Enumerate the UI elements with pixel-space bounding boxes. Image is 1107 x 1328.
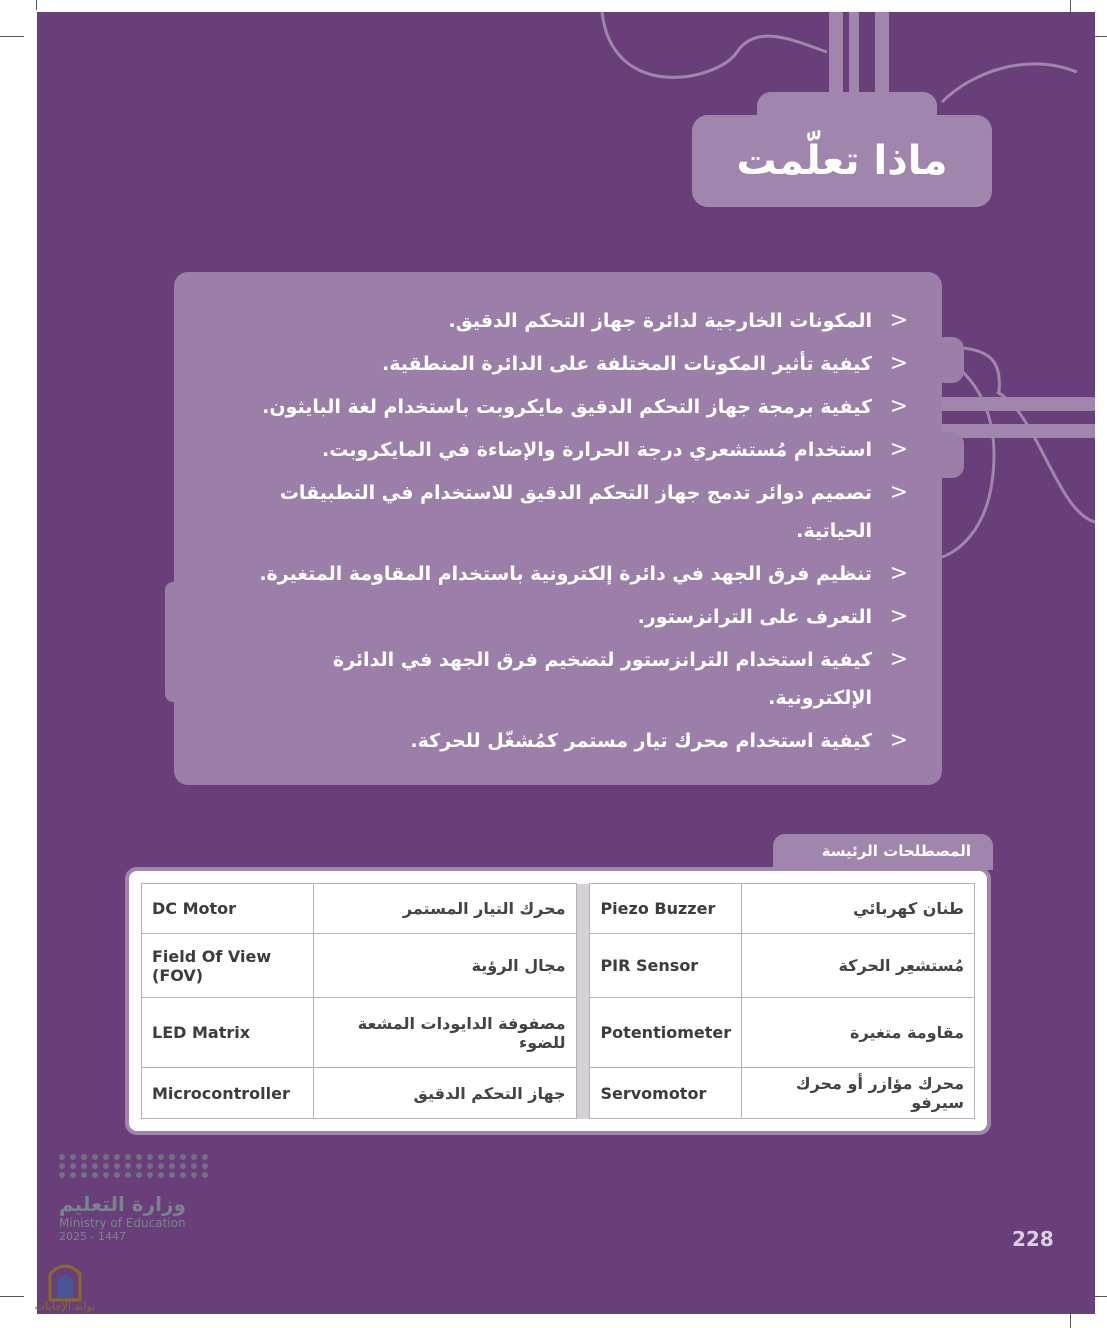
objective-item: < كيفية استخدام الترانزستور لتضخيم فرق الجهد في الدائرة الإلكترونية. <box>248 641 908 717</box>
chevron-icon: < <box>889 437 908 462</box>
crop-mark <box>36 0 37 10</box>
table-row <box>142 934 975 998</box>
book-page <box>37 12 1095 1314</box>
term-en: Microcontroller <box>142 1068 314 1119</box>
term-en: Piezo Buzzer <box>590 884 742 934</box>
chevron-icon: < <box>889 647 908 672</box>
key-terms-heading: المصطلحات الرئيسة <box>773 834 993 870</box>
column-divider <box>576 884 590 934</box>
term-en: PIR Sensor <box>590 934 742 998</box>
table-row <box>142 884 975 934</box>
term-en: LED Matrix <box>142 998 314 1068</box>
crop-mark <box>0 1296 24 1297</box>
table-row <box>142 998 975 1068</box>
column-divider <box>576 934 590 998</box>
objective-item: < استخدام مُستشعري درجة الحرارة والإضاءة في المايكروبت. <box>248 431 908 469</box>
chevron-icon: < <box>889 351 908 376</box>
lantern-icon <box>30 1258 100 1302</box>
term-ar: مصفوفة الدايودات المشعة للضوء <box>313 998 576 1068</box>
page-number: 228 <box>1012 1227 1054 1251</box>
objective-item: < كيفية استخدام محرك تيار مستمر كمُشغّل للحركة. <box>248 722 908 760</box>
watermark-text: بوابة الإجابات <box>34 1300 96 1313</box>
term-ar: مجال الرؤية <box>313 934 576 998</box>
term-ar: محرك مؤازر أو محرك سيرفو <box>742 1068 975 1119</box>
section-title: ماذا تعلّمت <box>736 138 948 184</box>
crop-mark <box>0 36 24 37</box>
ministry-name-en: Ministry of Education <box>59 1216 186 1230</box>
table-row <box>142 1068 975 1119</box>
chevron-icon: < <box>889 394 908 419</box>
term-ar: طنان كهربائي <box>742 884 975 934</box>
chevron-icon: < <box>889 480 908 505</box>
term-en: Servomotor <box>590 1068 742 1119</box>
column-divider <box>576 998 590 1068</box>
ministry-year: 2025 - 1447 <box>59 1230 126 1243</box>
section-title-panel <box>692 115 992 207</box>
term-ar: مُستشعِر الحركة <box>742 934 975 998</box>
objectives-list <box>248 302 908 765</box>
objective-item: < كيفية برمجة جهاز التحكم الدقيق مايكروبت باستخدام لغة البايثون. <box>248 388 908 426</box>
objectives-panel <box>174 272 942 785</box>
column-divider <box>576 1068 590 1119</box>
objective-item: < المكونات الخارجية لدائرة جهاز التحكم الدقيق. <box>248 302 908 340</box>
term-en: Field Of View (FOV) <box>142 934 314 998</box>
chevron-icon: < <box>889 604 908 629</box>
ministry-logo <box>59 1154 209 1274</box>
ministry-dots-icon <box>59 1154 209 1178</box>
objective-item: < التعرف على الترانزستور. <box>248 598 908 636</box>
objective-item: < كيفية تأثير المكونات المختلفة على الدائرة المنطقية. <box>248 345 908 383</box>
chevron-icon: < <box>889 308 908 333</box>
term-ar: محرك التيار المستمر <box>313 884 576 934</box>
key-terms-panel <box>125 867 991 1135</box>
objective-item: < تنظيم فرق الجهد في دائرة إلكترونية باستخدام المقاومة المتغيرة. <box>248 555 908 593</box>
key-terms-table <box>141 883 975 1119</box>
objective-item: < تصميم دوائر تدمج جهاز التحكم الدقيق للاستخدام في التطبيقات الحياتية. <box>248 474 908 550</box>
ministry-name-ar: وزارة التعليم <box>59 1192 186 1216</box>
chevron-icon: < <box>889 728 908 753</box>
watermark-logo <box>30 1258 100 1320</box>
term-en: Potentiometer <box>590 998 742 1068</box>
term-ar: جهاز التحكم الدقيق <box>313 1068 576 1119</box>
term-en: DC Motor <box>142 884 314 934</box>
term-ar: مقاومة متغيرة <box>742 998 975 1068</box>
chevron-icon: < <box>889 561 908 586</box>
